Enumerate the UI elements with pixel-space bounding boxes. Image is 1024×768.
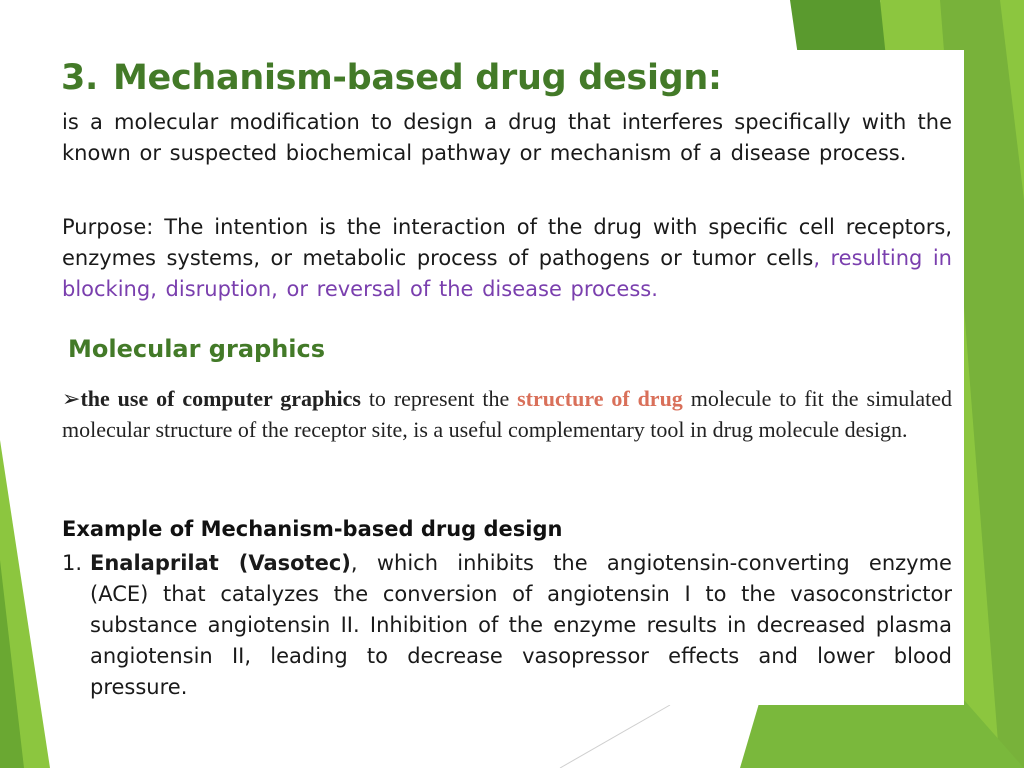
purpose-text: Purpose: The intention is the interaction of the drug with specific cell receptors, enzymes systems, or metabolic process of pathogens or tumor cells — [62, 215, 952, 270]
graphics-text-1: to represent the — [360, 386, 518, 411]
example-list-item — [62, 548, 952, 703]
example-heading: Example of Mechanism-based drug design — [62, 517, 563, 541]
example-number: 1. — [62, 551, 83, 575]
purpose-paragraph — [62, 212, 952, 305]
arrow-bullet-icon: ➢ — [62, 386, 81, 411]
graphics-highlight: structure of drug — [517, 386, 683, 411]
example-drug-name: Enalaprilat (Vasotec) — [90, 551, 351, 575]
molecular-graphics-heading: Molecular graphics — [68, 335, 326, 363]
graphics-text-2: molecule to fit the simulated molecular structure of the receptor site, is a useful complementary tool in drug molecule design. — [62, 386, 952, 442]
example-description: , which inhibits the angiotensin-converting enzyme (ACE) that catalyzes the conversion of angiotensin I to the vasoconstrictor substance angiotensin II. Inhibition of the enzyme results in decreased plasma angiotensin II, leading to decrease vasopressor effects and lower blood pressure. — [90, 551, 952, 699]
title-text: Mechanism-based drug design: — [113, 58, 722, 98]
graphics-bold-lead: the use of computer graphics — [80, 386, 361, 411]
definition-paragraph: is a molecular modification to design a drug that interferes specifically with the known or suspected biochemical pathway or mechanism of a disease process. — [62, 110, 952, 165]
molecular-graphics-paragraph — [62, 383, 952, 445]
title-number: 3. — [61, 58, 99, 98]
purpose-highlight: , resulting in blocking, disruption, or reversal of the disease process. — [62, 246, 952, 301]
slide-title — [61, 58, 722, 98]
decor-line — [560, 705, 670, 768]
